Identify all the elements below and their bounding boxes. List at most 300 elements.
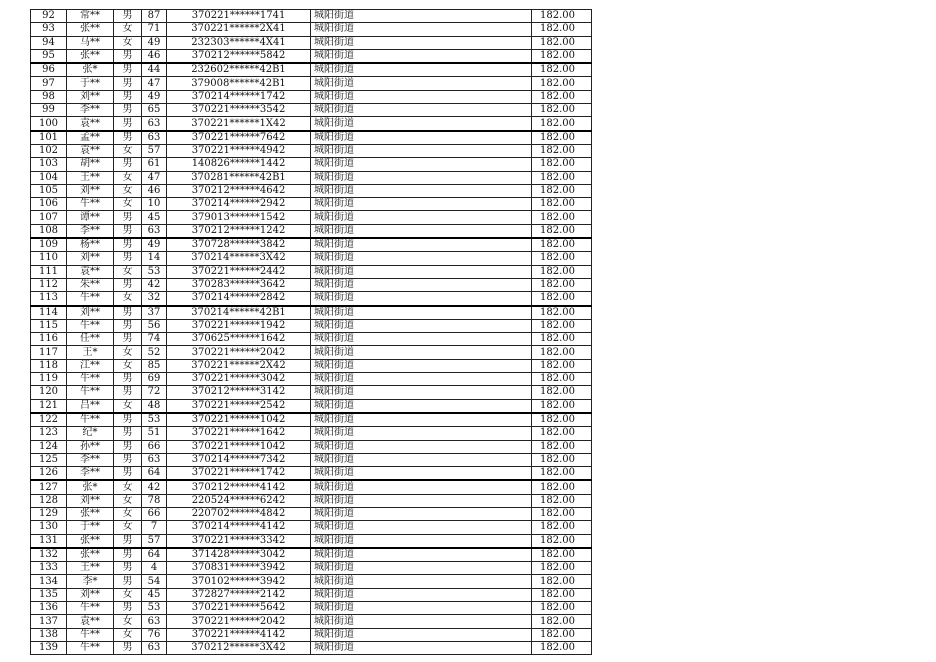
cell-name: 李**: [67, 104, 114, 117]
cell-street: 城阳街道: [311, 171, 532, 184]
cell-name: 刘**: [67, 90, 114, 103]
cell-street: 城阳街道: [311, 104, 532, 117]
cell-id-number: 370283******3642: [167, 278, 311, 291]
table-row: [31, 588, 592, 601]
cell-row-number: 130: [31, 521, 67, 534]
table-row: [31, 534, 592, 548]
cell-row-number: 108: [31, 224, 67, 238]
cell-id-number: 370625******1642: [167, 333, 311, 346]
table-row: [31, 211, 592, 224]
cell-id-number: 220702******4842: [167, 507, 311, 520]
cell-street: 城阳街道: [311, 265, 532, 278]
cell-name: 牛**: [67, 386, 114, 399]
cell-age: 51: [142, 427, 167, 440]
cell-name: 李**: [67, 453, 114, 466]
cell-name: 孙**: [67, 440, 114, 453]
cell-street: 城阳街道: [311, 144, 532, 157]
cell-row-number: 94: [31, 36, 67, 49]
cell-row-number: 112: [31, 278, 67, 291]
cell-name: 袁**: [67, 144, 114, 157]
cell-row-number: 120: [31, 386, 67, 399]
table-row: [31, 399, 592, 413]
cell-id-number: 370221******1X42: [167, 117, 311, 131]
table-row: [31, 548, 592, 562]
cell-gender: 女: [114, 399, 142, 413]
cell-row-number: 132: [31, 548, 67, 562]
cell-gender: 男: [114, 427, 142, 440]
cell-id-number: 370221******1942: [167, 319, 311, 332]
cell-age: 64: [142, 548, 167, 562]
cell-gender: 男: [114, 440, 142, 453]
cell-row-number: 98: [31, 90, 67, 103]
cell-age: 32: [142, 292, 167, 306]
cell-amount: 182.00: [532, 238, 592, 252]
cell-amount: 182.00: [532, 90, 592, 103]
table-row: [31, 252, 592, 265]
cell-name: 胡**: [67, 158, 114, 171]
cell-gender: 男: [114, 211, 142, 224]
table-row: [31, 575, 592, 588]
cell-row-number: 111: [31, 265, 67, 278]
cell-gender: 男: [114, 373, 142, 386]
cell-street: 城阳街道: [311, 628, 532, 641]
cell-amount: 182.00: [532, 198, 592, 211]
cell-amount: 182.00: [532, 184, 592, 197]
cell-row-number: 121: [31, 399, 67, 413]
cell-name: 纪*: [67, 427, 114, 440]
cell-gender: 女: [114, 521, 142, 534]
cell-row-number: 104: [31, 171, 67, 184]
cell-age: 53: [142, 413, 167, 427]
cell-gender: 男: [114, 49, 142, 63]
cell-row-number: 95: [31, 49, 67, 63]
cell-name: 张**: [67, 548, 114, 562]
cell-name: 牛**: [67, 413, 114, 427]
cell-row-number: 109: [31, 238, 67, 252]
cell-gender: 男: [114, 467, 142, 481]
cell-row-number: 106: [31, 198, 67, 211]
cell-age: 4: [142, 562, 167, 575]
cell-row-number: 110: [31, 252, 67, 265]
cell-age: 69: [142, 373, 167, 386]
cell-street: 城阳街道: [311, 36, 532, 49]
cell-street: 城阳街道: [311, 238, 532, 252]
cell-street: 城阳街道: [311, 641, 532, 654]
cell-street: 城阳街道: [311, 494, 532, 507]
cell-name: 袁**: [67, 265, 114, 278]
cell-street: 城阳街道: [311, 224, 532, 238]
cell-age: 42: [142, 480, 167, 494]
cell-street: 城阳街道: [311, 252, 532, 265]
cell-amount: 182.00: [532, 144, 592, 157]
cell-id-number: 370214******3X42: [167, 252, 311, 265]
cell-gender: 男: [114, 104, 142, 117]
cell-gender: 女: [114, 507, 142, 520]
cell-age: 52: [142, 346, 167, 359]
cell-amount: 182.00: [532, 467, 592, 481]
cell-row-number: 133: [31, 562, 67, 575]
cell-gender: 男: [114, 534, 142, 548]
cell-age: 48: [142, 399, 167, 413]
cell-name: 牛**: [67, 198, 114, 211]
cell-id-number: 370212******4642: [167, 184, 311, 197]
cell-amount: 182.00: [532, 158, 592, 171]
cell-amount: 182.00: [532, 171, 592, 184]
cell-amount: 182.00: [532, 23, 592, 36]
cell-age: 47: [142, 171, 167, 184]
cell-street: 城阳街道: [311, 467, 532, 481]
cell-gender: 女: [114, 615, 142, 628]
cell-age: 42: [142, 278, 167, 291]
cell-gender: 男: [114, 386, 142, 399]
cell-gender: 女: [114, 198, 142, 211]
cell-id-number: 370221******2X41: [167, 23, 311, 36]
cell-gender: 男: [114, 641, 142, 654]
cell-amount: 182.00: [532, 427, 592, 440]
cell-age: 45: [142, 588, 167, 601]
cell-gender: 女: [114, 36, 142, 49]
table-row: [31, 184, 592, 197]
cell-id-number: 370221******5642: [167, 602, 311, 615]
cell-row-number: 99: [31, 104, 67, 117]
cell-row-number: 126: [31, 467, 67, 481]
cell-street: 城阳街道: [311, 575, 532, 588]
cell-age: 65: [142, 104, 167, 117]
table-row: [31, 36, 592, 49]
cell-street: 城阳街道: [311, 427, 532, 440]
cell-name: 于**: [67, 521, 114, 534]
cell-row-number: 100: [31, 117, 67, 131]
cell-id-number: 370212******1242: [167, 224, 311, 238]
cell-age: 49: [142, 238, 167, 252]
cell-row-number: 127: [31, 480, 67, 494]
cell-age: 74: [142, 333, 167, 346]
table-row: [31, 144, 592, 157]
cell-id-number: 370212******3142: [167, 386, 311, 399]
cell-gender: 男: [114, 562, 142, 575]
cell-name: 吕**: [67, 399, 114, 413]
table-row: [31, 373, 592, 386]
table-row: [31, 333, 592, 346]
cell-street: 城阳街道: [311, 359, 532, 372]
cell-name: 王*: [67, 346, 114, 359]
cell-name: 马**: [67, 36, 114, 49]
cell-gender: 男: [114, 252, 142, 265]
table-row: [31, 453, 592, 466]
cell-row-number: 117: [31, 346, 67, 359]
cell-row-number: 101: [31, 131, 67, 145]
cell-name: 张*: [67, 480, 114, 494]
cell-amount: 182.00: [532, 521, 592, 534]
cell-id-number: 370221******2442: [167, 265, 311, 278]
table-row: [31, 49, 592, 63]
cell-age: 63: [142, 615, 167, 628]
cell-name: 王**: [67, 171, 114, 184]
cell-amount: 182.00: [532, 346, 592, 359]
cell-amount: 182.00: [532, 319, 592, 332]
cell-id-number: 370221******1742: [167, 467, 311, 481]
cell-amount: 182.00: [532, 265, 592, 278]
cell-street: 城阳街道: [311, 399, 532, 413]
cell-age: 56: [142, 319, 167, 332]
cell-id-number: 370214******2942: [167, 198, 311, 211]
cell-street: 城阳街道: [311, 306, 532, 320]
table-row: [31, 562, 592, 575]
cell-age: 63: [142, 641, 167, 654]
cell-row-number: 93: [31, 23, 67, 36]
cell-age: 66: [142, 440, 167, 453]
cell-age: 47: [142, 77, 167, 90]
cell-row-number: 139: [31, 641, 67, 654]
cell-gender: 男: [114, 117, 142, 131]
cell-row-number: 128: [31, 494, 67, 507]
cell-amount: 182.00: [532, 386, 592, 399]
cell-gender: 男: [114, 158, 142, 171]
cell-name: 刘**: [67, 306, 114, 320]
cell-age: 10: [142, 198, 167, 211]
cell-gender: 女: [114, 144, 142, 157]
table-row: [31, 628, 592, 641]
cell-amount: 182.00: [532, 211, 592, 224]
cell-row-number: 119: [31, 373, 67, 386]
cell-id-number: 370214******4142: [167, 521, 311, 534]
cell-gender: 女: [114, 292, 142, 306]
cell-age: 37: [142, 306, 167, 320]
cell-age: 61: [142, 158, 167, 171]
cell-age: 72: [142, 386, 167, 399]
cell-street: 城阳街道: [311, 10, 532, 23]
cell-age: 57: [142, 534, 167, 548]
cell-amount: 182.00: [532, 641, 592, 654]
cell-id-number: 140826******1442: [167, 158, 311, 171]
table-row: [31, 521, 592, 534]
cell-name: 李**: [67, 467, 114, 481]
cell-gender: 女: [114, 346, 142, 359]
cell-name: 刘**: [67, 184, 114, 197]
cell-id-number: 370221******4142: [167, 628, 311, 641]
cell-age: 63: [142, 453, 167, 466]
table-row: [31, 480, 592, 494]
table-row: [31, 440, 592, 453]
cell-id-number: 370221******4942: [167, 144, 311, 157]
cell-amount: 182.00: [532, 602, 592, 615]
cell-gender: 男: [114, 278, 142, 291]
cell-name: 李**: [67, 224, 114, 238]
cell-id-number: 379008******42B1: [167, 77, 311, 90]
cell-id-number: 232303******4X41: [167, 36, 311, 49]
cell-street: 城阳街道: [311, 615, 532, 628]
table-row: [31, 90, 592, 103]
cell-id-number: 370221******2X42: [167, 359, 311, 372]
cell-id-number: 370212******3X42: [167, 641, 311, 654]
cell-age: 63: [142, 224, 167, 238]
cell-id-number: 370221******2042: [167, 346, 311, 359]
cell-amount: 182.00: [532, 494, 592, 507]
table-row: [31, 602, 592, 615]
table-row: [31, 117, 592, 131]
cell-street: 城阳街道: [311, 588, 532, 601]
cell-id-number: 232602******42B1: [167, 63, 311, 77]
cell-id-number: 370221******2042: [167, 615, 311, 628]
cell-amount: 182.00: [532, 104, 592, 117]
cell-amount: 182.00: [532, 615, 592, 628]
cell-amount: 182.00: [532, 562, 592, 575]
cell-name: 张*: [67, 63, 114, 77]
cell-street: 城阳街道: [311, 373, 532, 386]
cell-street: 城阳街道: [311, 386, 532, 399]
cell-row-number: 97: [31, 77, 67, 90]
cell-row-number: 123: [31, 427, 67, 440]
cell-age: 14: [142, 252, 167, 265]
cell-age: 64: [142, 467, 167, 481]
cell-gender: 男: [114, 224, 142, 238]
cell-gender: 男: [114, 131, 142, 145]
cell-age: 78: [142, 494, 167, 507]
cell-amount: 182.00: [532, 117, 592, 131]
cell-name: 牛**: [67, 319, 114, 332]
table-row: [31, 158, 592, 171]
cell-row-number: 105: [31, 184, 67, 197]
cell-amount: 182.00: [532, 36, 592, 49]
cell-amount: 182.00: [532, 399, 592, 413]
table-row: [31, 359, 592, 372]
cell-name: 袁**: [67, 117, 114, 131]
cell-name: 牛**: [67, 292, 114, 306]
cell-amount: 182.00: [532, 548, 592, 562]
cell-id-number: 370221******3342: [167, 534, 311, 548]
table-row: [31, 494, 592, 507]
cell-name: 刘**: [67, 494, 114, 507]
cell-street: 城阳街道: [311, 63, 532, 77]
cell-amount: 182.00: [532, 373, 592, 386]
cell-street: 城阳街道: [311, 521, 532, 534]
cell-name: 王**: [67, 562, 114, 575]
cell-street: 城阳街道: [311, 184, 532, 197]
cell-name: 牛**: [67, 641, 114, 654]
cell-amount: 182.00: [532, 49, 592, 63]
cell-row-number: 96: [31, 63, 67, 77]
cell-amount: 182.00: [532, 534, 592, 548]
cell-amount: 182.00: [532, 480, 592, 494]
cell-id-number: 370221******2542: [167, 399, 311, 413]
cell-amount: 182.00: [532, 507, 592, 520]
cell-street: 城阳街道: [311, 319, 532, 332]
cell-street: 城阳街道: [311, 602, 532, 615]
table-row: [31, 507, 592, 520]
records-table-body: [31, 10, 592, 655]
table-row: [31, 319, 592, 332]
cell-name: 张**: [67, 534, 114, 548]
cell-name: 张**: [67, 49, 114, 63]
cell-id-number: 220524******6242: [167, 494, 311, 507]
cell-age: 63: [142, 131, 167, 145]
cell-street: 城阳街道: [311, 292, 532, 306]
cell-gender: 男: [114, 238, 142, 252]
cell-street: 城阳街道: [311, 49, 532, 63]
cell-name: 于**: [67, 77, 114, 90]
table-row: [31, 346, 592, 359]
cell-amount: 182.00: [532, 77, 592, 90]
cell-age: 53: [142, 265, 167, 278]
cell-age: 54: [142, 575, 167, 588]
cell-row-number: 102: [31, 144, 67, 157]
cell-row-number: 137: [31, 615, 67, 628]
cell-row-number: 116: [31, 333, 67, 346]
cell-row-number: 136: [31, 602, 67, 615]
cell-name: 谭**: [67, 211, 114, 224]
cell-id-number: 370212******4142: [167, 480, 311, 494]
cell-amount: 182.00: [532, 440, 592, 453]
cell-id-number: 370221******1042: [167, 440, 311, 453]
cell-age: 87: [142, 10, 167, 23]
table-row: [31, 386, 592, 399]
cell-row-number: 107: [31, 211, 67, 224]
cell-street: 城阳街道: [311, 278, 532, 291]
records-table: [30, 9, 592, 655]
cell-row-number: 134: [31, 575, 67, 588]
table-row: [31, 171, 592, 184]
cell-name: 牛**: [67, 602, 114, 615]
cell-name: 张**: [67, 23, 114, 36]
cell-street: 城阳街道: [311, 23, 532, 36]
cell-amount: 182.00: [532, 252, 592, 265]
cell-id-number: 370221******1642: [167, 427, 311, 440]
cell-gender: 男: [114, 77, 142, 90]
cell-name: 杨**: [67, 238, 114, 252]
cell-id-number: 370214******42B1: [167, 306, 311, 320]
cell-row-number: 124: [31, 440, 67, 453]
cell-gender: 女: [114, 628, 142, 641]
table-row: [31, 198, 592, 211]
cell-amount: 182.00: [532, 575, 592, 588]
cell-gender: 女: [114, 494, 142, 507]
table-row: [31, 77, 592, 90]
cell-amount: 182.00: [532, 278, 592, 291]
cell-name: 孟**: [67, 131, 114, 145]
cell-row-number: 114: [31, 306, 67, 320]
cell-street: 城阳街道: [311, 440, 532, 453]
cell-age: 49: [142, 90, 167, 103]
cell-amount: 182.00: [532, 306, 592, 320]
table-row: [31, 10, 592, 23]
cell-row-number: 113: [31, 292, 67, 306]
cell-name: 李*: [67, 575, 114, 588]
cell-age: 7: [142, 521, 167, 534]
cell-gender: 男: [114, 453, 142, 466]
cell-gender: 男: [114, 333, 142, 346]
cell-id-number: 371428******3042: [167, 548, 311, 562]
cell-name: 张**: [67, 507, 114, 520]
cell-id-number: 370212******5842: [167, 49, 311, 63]
cell-name: 刘**: [67, 252, 114, 265]
table-row: [31, 131, 592, 145]
cell-age: 45: [142, 211, 167, 224]
cell-age: 76: [142, 628, 167, 641]
cell-age: 46: [142, 49, 167, 63]
cell-id-number: 370214******7342: [167, 453, 311, 466]
cell-street: 城阳街道: [311, 453, 532, 466]
table-row: [31, 63, 592, 77]
cell-street: 城阳街道: [311, 90, 532, 103]
cell-id-number: 372827******2142: [167, 588, 311, 601]
cell-name: 牛**: [67, 373, 114, 386]
cell-id-number: 370221******1042: [167, 413, 311, 427]
cell-gender: 男: [114, 548, 142, 562]
cell-gender: 女: [114, 265, 142, 278]
table-row: [31, 615, 592, 628]
table-row: [31, 104, 592, 117]
cell-gender: 男: [114, 413, 142, 427]
